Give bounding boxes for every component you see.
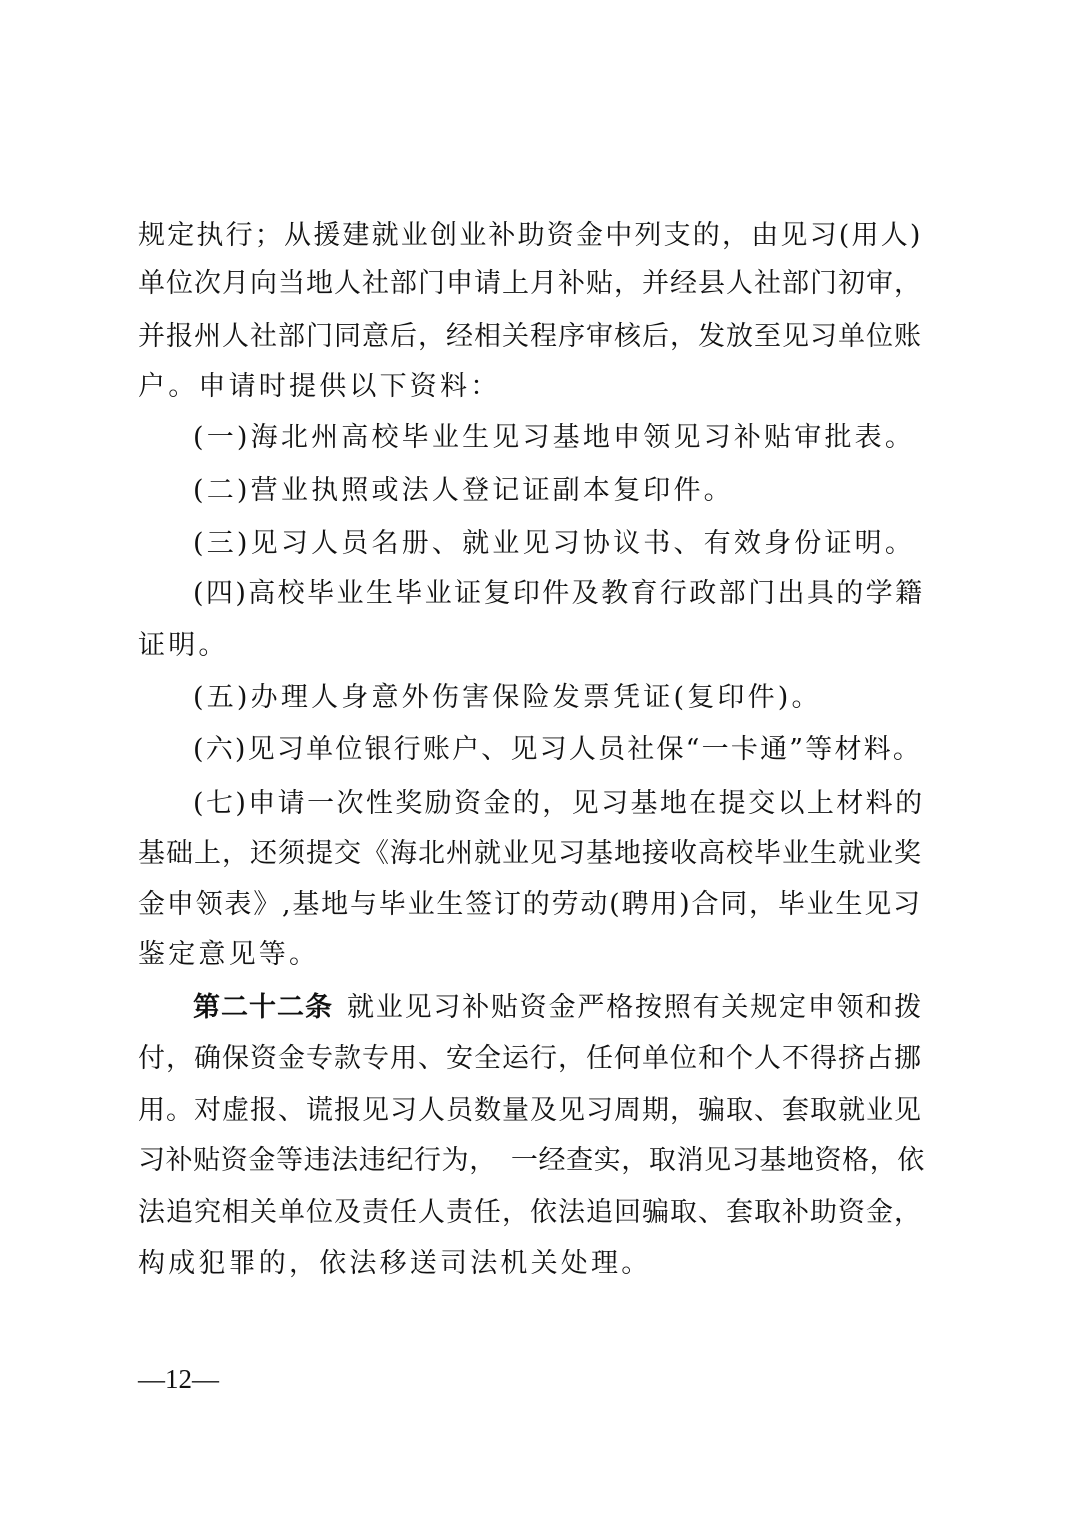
article-22-first-line xyxy=(193,988,923,1028)
list-item-7-cont-1: 基础上，还须提交《海北州就业见习基地接收高校毕业生就业奖 xyxy=(138,838,922,869)
text-line-2: 单位次月向当地人社部门申请上月补贴，并经县人社部门初审， xyxy=(138,268,922,299)
text-line-1: 规定执行；从援建就业创业补助资金中列支的，由见习(用人) xyxy=(138,220,923,251)
list-item-7-cont-3: 鉴定意见等。 xyxy=(138,939,320,970)
list-item-7-cont-2: 金申领表》,基地与毕业生签订的劳动(聘用)合同，毕业生见习 xyxy=(138,889,922,920)
page-number: —12— xyxy=(138,1364,219,1394)
article-22-first-text: 就业见习补贴资金严格按照有关规定申领和拨 xyxy=(347,992,923,1023)
text-line-3: 并报州人社部门同意后，经相关程序审核后，发放至见习单位账 xyxy=(138,321,922,352)
text-line-4: 户。申请时提供以下资料： xyxy=(138,371,501,402)
article-22-line-3: 用。对虚报、谎报见习人员数量及见习周期，骗取、套取就业见 xyxy=(138,1095,922,1126)
list-item-5: (五)办理人身意外伤害保险发票凭证(复印件)。 xyxy=(193,682,822,713)
article-22-line-4: 习补贴资金等违法违纪行为， 一经查实，取消见习基地资格，依 xyxy=(138,1145,925,1176)
article-22-line-6: 构成犯罪的，依法移送司法机关处理。 xyxy=(138,1248,652,1279)
article-22-line-2: 付，确保资金专款专用、安全运行，任何单位和个人不得挤占挪 xyxy=(138,1043,922,1074)
article-22-line-5: 法追究相关单位及责任人责任，依法追回骗取、套取补助资金， xyxy=(138,1197,922,1228)
list-item-4-cont: 证明。 xyxy=(138,630,229,661)
list-item-7: (七)申请一次性奖励资金的，见习基地在提交以上材料的 xyxy=(193,788,925,819)
list-item-3: (三)见习人员名册、就业见习协议书、有效身份证明。 xyxy=(193,528,916,559)
list-item-6: (六)见习单位银行账户、见习人员社保“一卡通”等材料。 xyxy=(193,734,923,765)
article-22-heading: 第二十二条 xyxy=(193,992,333,1023)
list-item-4: (四)高校毕业生毕业证复印件及教育行政部门出具的学籍 xyxy=(193,578,925,609)
list-item-1: (一)海北州高校毕业生见习基地申领见习补贴审批表。 xyxy=(193,422,916,453)
list-item-2: (二)营业执照或法人登记证副本复印件。 xyxy=(193,475,734,506)
